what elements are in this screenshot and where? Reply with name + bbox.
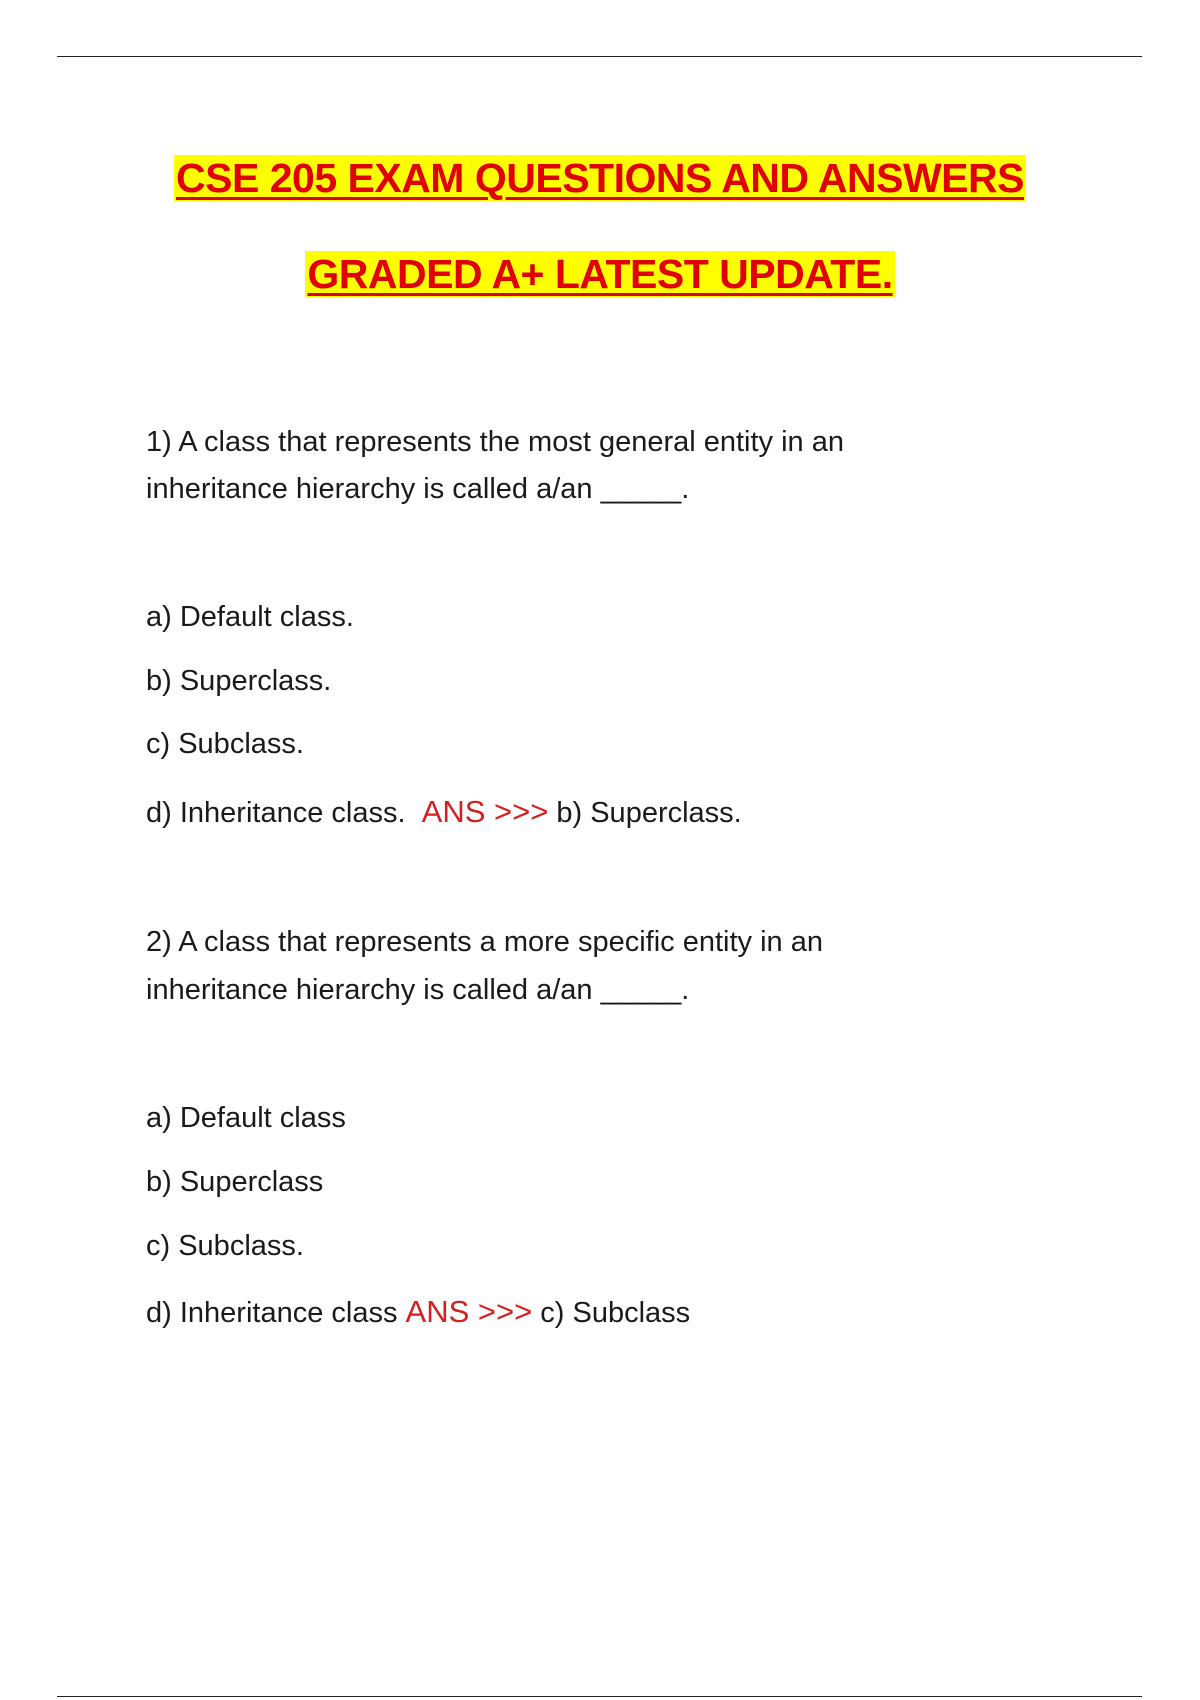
question-1-option-d: d) Inheritance class. [146, 797, 406, 829]
question-1-option-a: a) Default class. [146, 601, 354, 633]
document-title-line-2 [0, 246, 1200, 302]
question-1-option-c: c) Subclass. [146, 728, 304, 760]
top-rule [57, 56, 1142, 57]
bottom-rule [57, 1696, 1142, 1697]
question-1-option-b: b) Superclass. [146, 665, 332, 697]
question-2-option-b: b) Superclass [146, 1166, 324, 1198]
question-2-option-d-line [146, 1288, 690, 1337]
question-2-stem-line-2: inheritance hierarchy is called a/an _____. [146, 974, 690, 1006]
question-2-answer-tag: ANS >>> [405, 1294, 533, 1329]
question-1-stem-line-1: 1) A class that represents the most general entity in an [146, 426, 844, 458]
question-1-stem-line-2: inheritance hierarchy is called a/an _____. [146, 473, 690, 505]
question-1-answer-tag: ANS >>> [421, 794, 549, 829]
document-title-line-1 [0, 150, 1200, 206]
question-2-option-d: d) Inheritance class [146, 1297, 398, 1329]
question-2-option-c: c) Subclass. [146, 1230, 304, 1262]
question-2-stem-line-1: 2) A class that represents a more specific entity in an [146, 926, 823, 958]
title-text-2: GRADED A+ LATEST UPDATE. [307, 251, 893, 297]
question-1-option-d-line [146, 788, 742, 837]
title-text-1: CSE 205 EXAM QUESTIONS AND ANSWERS [176, 155, 1024, 201]
question-1-answer: b) Superclass. [556, 797, 742, 829]
question-2-answer: c) Subclass [540, 1297, 691, 1329]
question-2-option-a: a) Default class [146, 1102, 346, 1134]
